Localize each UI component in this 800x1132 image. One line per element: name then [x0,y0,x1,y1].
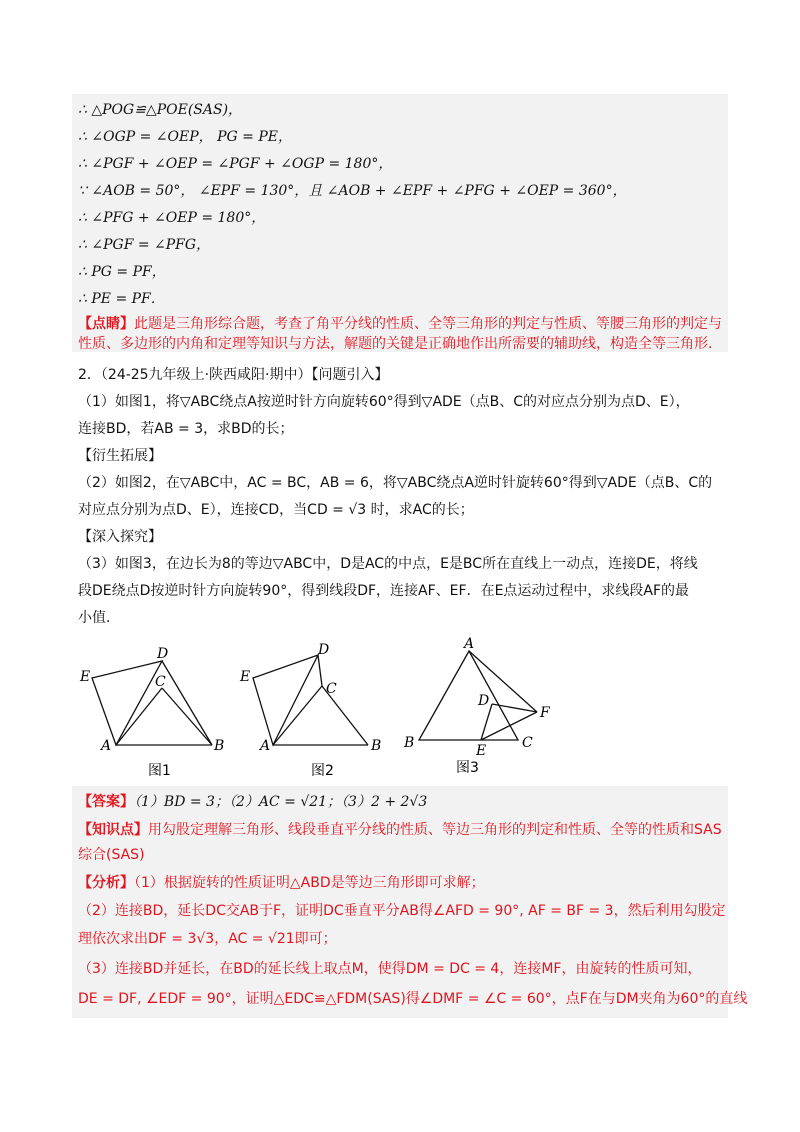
fig1-label-b: B [214,738,225,754]
knowledge-text-1: 用勾股定理解三角形、线段垂直平分线的性质、等边三角形的判定和性质、全等的性质和SAS [148,822,722,838]
fig1-label-e: E [80,669,91,685]
analysis-line-4: （3）连接BD并延长，在BD的延长线上取点M，使得DM = DC = 4，连接MF，由旋转的性质可知， [78,961,702,977]
proof-line-7: ∴ PG = PF， [78,264,166,280]
part2-line-1: （2）如图2，在▽ABC中，AC = BC，AB = 6，将▽ABC绕点A逆时针旋转60°得到▽ADE（点B、C的 [78,475,713,491]
proof-line-8: ∴ PE = PF． [78,291,165,307]
fig3-label-d: D [478,693,490,709]
part1-line-2: 连接BD，若AB = 3，求BD的长； [78,421,294,437]
knowledge-line-1 [78,820,722,840]
fig3-label-f: F [540,705,550,721]
answer-label: 【答案】 [78,794,134,810]
fig3-label-b: B [404,735,415,751]
geometry-figures [0,630,800,780]
answer-line [78,792,427,812]
figure-2 [253,655,368,745]
knowledge-line-2: 综合(SAS) [78,847,145,863]
analysis-text-1: （1）根据旋转的性质证明△ABD是等边三角形即可求解； [134,875,485,891]
fig1-label-a: A [101,738,112,754]
problem-header: 2．（24-25九年级上·陕西咸阳·期中）【问题引入】 [78,367,389,383]
fig2-label-a: A [260,738,271,754]
analysis-label: 【分析】 [78,875,134,891]
fig1-label-c: C [155,674,166,690]
figure-1 [92,661,212,745]
fig2-label-e: E [240,669,251,685]
fig1-label-d: D [157,646,169,662]
part3-line-3: 小值． [78,610,120,626]
answer-text: （1）BD = 3；（2）AC = √21；（3）2 + 2√3 [134,794,428,810]
fig3-caption: 图3 [456,760,479,776]
section-explore: 【深入探究】 [78,529,162,545]
fig1-caption: 图1 [148,763,171,779]
proof-line-5: ∴ ∠PFG + ∠OEP = 180°， [78,210,266,226]
comment-text-1: 此题是三角形综合题，考查了角平分线的性质、全等三角形的判定与性质、等腰三角形的判定与 [134,316,722,332]
analysis-line-1 [78,873,485,893]
fig2-label-b: B [371,738,382,754]
analysis-line-3: 理依次求出DF = 3√3，AC = √21即可； [78,931,337,947]
part3-line-1: （3）如图3，在边长为8的等边▽ABC中，D是AC的中点，E是BC所在直线上一动点，连接DE，将线 [78,556,698,572]
fig2-label-c: C [326,681,337,697]
part1-line-1: （1）如图1，将▽ABC绕点A按逆时针方向旋转60°得到▽ADE（点B、C的对应点分别为点D、E）， [78,394,690,410]
part3-line-2: 段DE绕点D按逆时针方向旋转90°，得到线段DF，连接AF、EF．在E点运动过程中，求线段AF的最 [78,583,690,599]
analysis-line-2: （2）连接BD，延长DC交AB于F，证明DC垂直平分AB得∠AFD = 90°, AF = BF = 3，然后利用勾股定 [78,903,726,919]
fig2-caption: 图2 [311,763,334,779]
proof-line-4: ∵ ∠AOB = 50°， ∠EPF = 130°，且 ∠AOB + ∠EPF + ∠PFG + ∠OEP = 360°， [78,183,627,199]
fig3-label-a: A [464,636,475,652]
knowledge-label: 【知识点】 [78,822,148,838]
proof-line-2: ∴ ∠OGP = ∠OEP， PG = PE， [78,129,292,145]
proof-line-6: ∴ ∠PGF = ∠PFG， [78,237,211,253]
part2-line-2: 对应点分别为点D、E），连接CD，当CD = √3 时，求AC的长； [78,502,474,518]
proof-line-3: ∴ ∠PGF + ∠OEP = ∠PGF + ∠OGP = 180°， [78,156,393,172]
fig3-label-c: C [522,735,533,751]
proof-line-1: ∴ △POG≌△POE(SAS)， [78,102,243,118]
fig3-label-e: E [476,743,487,759]
section-derived: 【衍生拓展】 [78,448,162,464]
comment-label: 【点睛】 [78,316,134,332]
comment-line-1 [78,314,722,334]
analysis-line-5: DE = DF, ∠EDF = 90°，证明△EDC≌△FDM(SAS)得∠DMF = ∠C = 60°，点F在与DM夹角为60°的直线 [78,991,748,1007]
fig2-label-d: D [318,642,330,658]
comment-line-2: 性质、多边形的内角和定理等知识与方法，解题的关键是正确地作出所需要的辅助线，构造全等三角形． [78,336,722,352]
